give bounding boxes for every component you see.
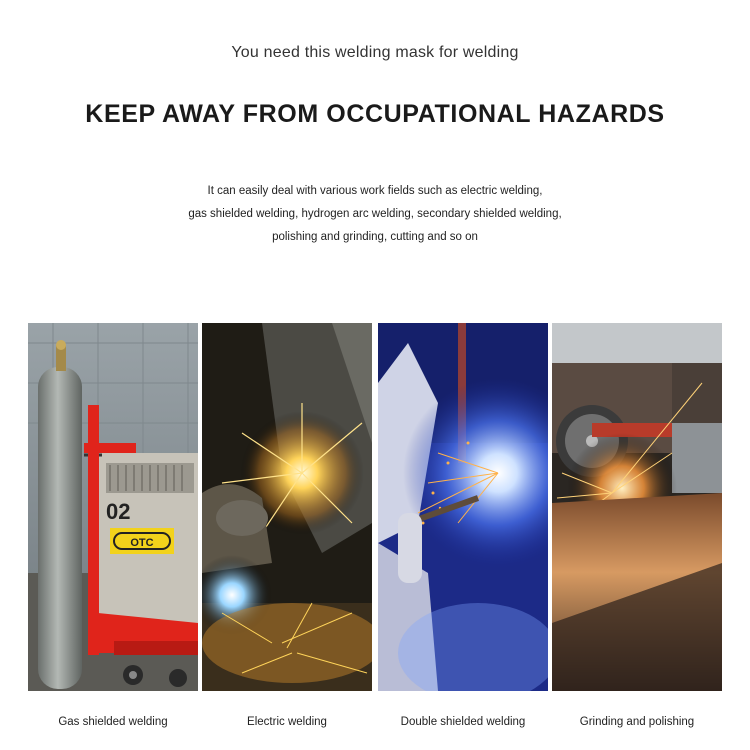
double-shielded-welding-illustration <box>378 323 548 691</box>
headline: KEEP AWAY FROM OCCUPATIONAL HAZARDS <box>85 100 665 128</box>
gas-shielded-welding-image <box>28 323 198 691</box>
subtitle: You need this welding mask for welding <box>231 44 519 61</box>
electric-welding-image <box>202 323 372 691</box>
description <box>0 180 750 249</box>
cylinder-mark: 02 <box>106 499 131 524</box>
gas-cylinder-illustration <box>28 323 198 691</box>
grinding-illustration <box>552 323 722 691</box>
machine-brand: OTC <box>130 537 154 549</box>
caption-double-shielded-welding: Double shielded welding <box>400 716 526 728</box>
description-line: polishing and grinding, cutting and so on <box>272 231 478 243</box>
electric-welding-illustration <box>202 323 372 691</box>
description-line: gas shielded welding, hydrogen arc welding, secondary shielded welding, <box>188 208 562 220</box>
caption-grinding-polishing: Grinding and polishing <box>579 716 695 728</box>
welding-gallery <box>28 323 722 691</box>
caption-electric-welding: Electric welding <box>247 716 327 728</box>
double-shielded-welding-image <box>378 323 548 691</box>
caption-gas-shielded-welding: Gas shielded welding <box>58 716 168 728</box>
grinding-polishing-image <box>552 323 722 691</box>
description-line: It can easily deal with various work fields such as electric welding, <box>207 185 543 197</box>
